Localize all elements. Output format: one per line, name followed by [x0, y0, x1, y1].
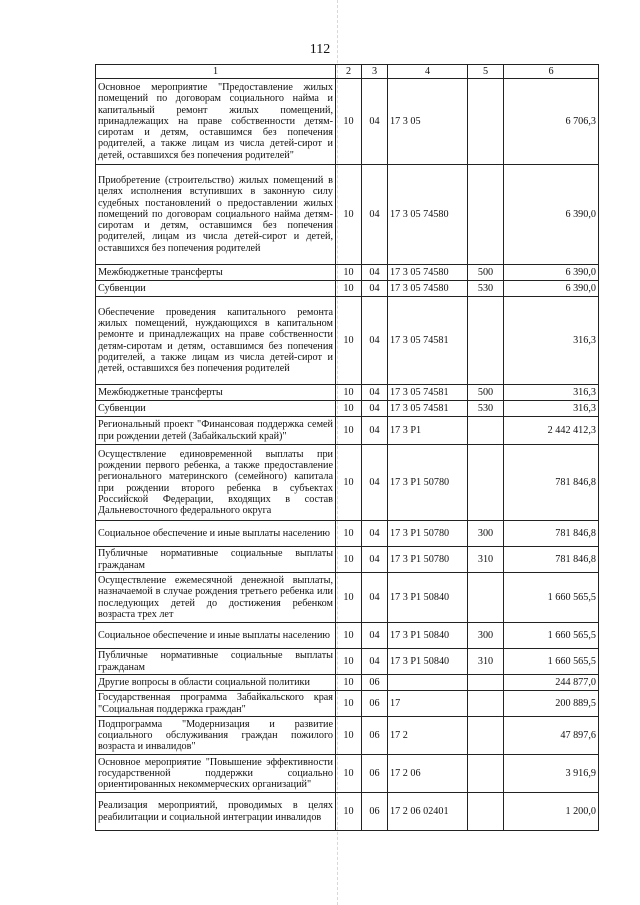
row-target-article: 17 3 P1 50780	[388, 521, 468, 547]
row-expense-type	[468, 793, 504, 831]
table-row	[96, 79, 599, 165]
row-amount: 316,3	[504, 401, 599, 417]
row-amount: 316,3	[504, 385, 599, 401]
row-name: Региональный проект "Финансовая поддержка семей при рождении детей (Забайкальский край)"	[96, 417, 336, 445]
row-section: 10	[336, 717, 362, 755]
row-expense-type: 300	[468, 521, 504, 547]
row-amount: 1 660 565,5	[504, 649, 599, 675]
row-section: 10	[336, 265, 362, 281]
row-section: 10	[336, 445, 362, 521]
row-expense-type: 300	[468, 623, 504, 649]
row-subsection: 04	[362, 573, 388, 623]
table-row	[96, 717, 599, 755]
row-subsection: 06	[362, 691, 388, 717]
table-row	[96, 385, 599, 401]
row-section: 10	[336, 675, 362, 691]
row-target-article: 17 3 P1 50780	[388, 547, 468, 573]
header-col-4: 4	[388, 65, 468, 79]
row-section: 10	[336, 401, 362, 417]
row-name: Публичные нормативные социальные выплаты гражданам	[96, 649, 336, 675]
row-name: Реализация мероприятий, проводимых в целях реабилитации и социальной интеграции инвалидов	[96, 793, 336, 831]
row-target-article: 17 3 05 74580	[388, 281, 468, 297]
row-expense-type	[468, 755, 504, 793]
row-expense-type: 500	[468, 385, 504, 401]
row-target-article: 17 2	[388, 717, 468, 755]
row-amount: 200 889,5	[504, 691, 599, 717]
row-amount: 1 660 565,5	[504, 623, 599, 649]
row-amount: 6 390,0	[504, 165, 599, 265]
row-target-article: 17 3 05 74580	[388, 265, 468, 281]
row-amount: 781 846,8	[504, 521, 599, 547]
table-row	[96, 281, 599, 297]
row-subsection: 04	[362, 165, 388, 265]
row-section: 10	[336, 755, 362, 793]
row-section: 10	[336, 385, 362, 401]
header-col-3: 3	[362, 65, 388, 79]
row-target-article: 17 3 05 74581	[388, 297, 468, 385]
row-subsection: 04	[362, 297, 388, 385]
row-target-article: 17 3 05 74580	[388, 165, 468, 265]
row-section: 10	[336, 573, 362, 623]
row-amount: 6 706,3	[504, 79, 599, 165]
row-amount: 1 660 565,5	[504, 573, 599, 623]
row-subsection: 04	[362, 79, 388, 165]
row-subsection: 04	[362, 547, 388, 573]
table-row	[96, 547, 599, 573]
row-subsection: 06	[362, 675, 388, 691]
row-expense-type: 310	[468, 547, 504, 573]
row-subsection: 04	[362, 521, 388, 547]
row-target-article: 17 2 06	[388, 755, 468, 793]
table-row	[96, 623, 599, 649]
row-name: Социальное обеспечение и иные выплаты населению	[96, 623, 336, 649]
page-number: 112	[309, 42, 331, 57]
row-expense-type	[468, 417, 504, 445]
row-section: 10	[336, 521, 362, 547]
row-section: 10	[336, 79, 362, 165]
table-row	[96, 445, 599, 521]
row-name: Основное мероприятие "Повышение эффективности государственной поддержки социально ориентированных некоммерческих организаций"	[96, 755, 336, 793]
row-section: 10	[336, 297, 362, 385]
row-amount: 781 846,8	[504, 445, 599, 521]
row-name: Основное мероприятие "Предоставление жилых помещений по договорам социального найма и капитальный ремонт жилых помещений, принадлежащих на праве собственности детям-сиротам и детям, оставшимся без попечения родителей, а также лицам из числа детей-сирот и детей, оставшихся без попечения родителей"	[96, 79, 336, 165]
row-target-article: 17	[388, 691, 468, 717]
header-col-5: 5	[468, 65, 504, 79]
row-expense-type	[468, 717, 504, 755]
row-subsection: 04	[362, 623, 388, 649]
row-section: 10	[336, 281, 362, 297]
row-subsection: 06	[362, 717, 388, 755]
table-row	[96, 755, 599, 793]
row-target-article: 17 3 P1 50840	[388, 649, 468, 675]
row-expense-type: 310	[468, 649, 504, 675]
row-amount: 244 877,0	[504, 675, 599, 691]
row-target-article: 17 3 P1 50840	[388, 573, 468, 623]
row-amount: 3 916,9	[504, 755, 599, 793]
row-expense-type	[468, 675, 504, 691]
row-target-article: 17 3 P1 50840	[388, 623, 468, 649]
row-amount: 2 442 412,3	[504, 417, 599, 445]
table-row	[96, 521, 599, 547]
row-section: 10	[336, 165, 362, 265]
row-target-article: 17 2 06 02401	[388, 793, 468, 831]
row-name: Обеспечение проведения капитального ремонта жилых помещений, нуждающихся в капитальном ремонте и принадлежащих на праве собственности детям-сиротам и детям, оставшимся без попечения родителей, а также лицам из числа детей-сирот и детей, оставшихся без попечения родителей	[96, 297, 336, 385]
budget-table	[95, 64, 599, 831]
row-subsection: 04	[362, 281, 388, 297]
row-expense-type	[468, 79, 504, 165]
row-target-article: 17 3 05 74581	[388, 401, 468, 417]
row-amount: 316,3	[504, 297, 599, 385]
row-name: Социальное обеспечение и иные выплаты населению	[96, 521, 336, 547]
row-amount: 1 200,0	[504, 793, 599, 831]
row-section: 10	[336, 417, 362, 445]
row-name: Другие вопросы в области социальной политики	[96, 675, 336, 691]
row-section: 10	[336, 691, 362, 717]
row-name: Приобретение (строительство) жилых помещений в целях исполнения вступивших в законную силу судебных постановлений о предоставлении жилых помещений по договорам социального найма детям-сиротам и детям, оставшимся без попечения родителей, лицам из числа детей-сирот и детей, оставшихся без попечения родителей	[96, 165, 336, 265]
row-section: 10	[336, 547, 362, 573]
row-expense-type: 530	[468, 401, 504, 417]
row-target-article: 17 3 05 74581	[388, 385, 468, 401]
row-subsection: 04	[362, 417, 388, 445]
row-expense-type	[468, 573, 504, 623]
row-name: Публичные нормативные социальные выплаты гражданам	[96, 547, 336, 573]
row-expense-type	[468, 691, 504, 717]
row-name: Межбюджетные трансферты	[96, 265, 336, 281]
row-name: Осуществление единовременной выплаты при рождении первого ребенка, а также предоставление регионального материнского (семейного) капитала при рождении второго ребенка в субъектах Российской Федерации, входящих в состав Дальневосточного федерального округа	[96, 445, 336, 521]
header-col-1: 1	[96, 65, 336, 79]
row-name: Субвенции	[96, 281, 336, 297]
row-section: 10	[336, 649, 362, 675]
row-expense-type	[468, 165, 504, 265]
row-target-article: 17 3 05	[388, 79, 468, 165]
header-col-2: 2	[336, 65, 362, 79]
table-row	[96, 691, 599, 717]
row-target-article	[388, 675, 468, 691]
row-subsection: 04	[362, 401, 388, 417]
table-row	[96, 265, 599, 281]
header-col-6: 6	[504, 65, 599, 79]
table-row	[96, 793, 599, 831]
table-row	[96, 165, 599, 265]
row-expense-type: 500	[468, 265, 504, 281]
row-subsection: 04	[362, 445, 388, 521]
table-row	[96, 417, 599, 445]
row-subsection: 06	[362, 793, 388, 831]
row-subsection: 04	[362, 385, 388, 401]
table-row	[96, 297, 599, 385]
row-target-article: 17 3 P1	[388, 417, 468, 445]
row-name: Осуществление ежемесячной денежной выплаты, назначаемой в случае рождения третьего ребенка или последующих детей до достижения ребенком возраста трех лет	[96, 573, 336, 623]
table-row	[96, 401, 599, 417]
row-amount: 781 846,8	[504, 547, 599, 573]
row-name: Субвенции	[96, 401, 336, 417]
row-amount: 47 897,6	[504, 717, 599, 755]
row-expense-type	[468, 297, 504, 385]
row-name: Подпрограмма "Модернизация и развитие социального обслуживания граждан пожилого возраста и инвалидов"	[96, 717, 336, 755]
row-expense-type: 530	[468, 281, 504, 297]
table-row	[96, 675, 599, 691]
row-subsection: 06	[362, 755, 388, 793]
row-name: Государственная программа Забайкальского края "Социальная поддержка граждан"	[96, 691, 336, 717]
row-amount: 6 390,0	[504, 281, 599, 297]
table-row	[96, 649, 599, 675]
table-header-row	[96, 65, 599, 79]
row-subsection: 04	[362, 265, 388, 281]
row-section: 10	[336, 793, 362, 831]
row-expense-type	[468, 445, 504, 521]
row-section: 10	[336, 623, 362, 649]
row-name: Межбюджетные трансферты	[96, 385, 336, 401]
row-subsection: 04	[362, 649, 388, 675]
row-amount: 6 390,0	[504, 265, 599, 281]
table-row	[96, 573, 599, 623]
row-target-article: 17 3 P1 50780	[388, 445, 468, 521]
